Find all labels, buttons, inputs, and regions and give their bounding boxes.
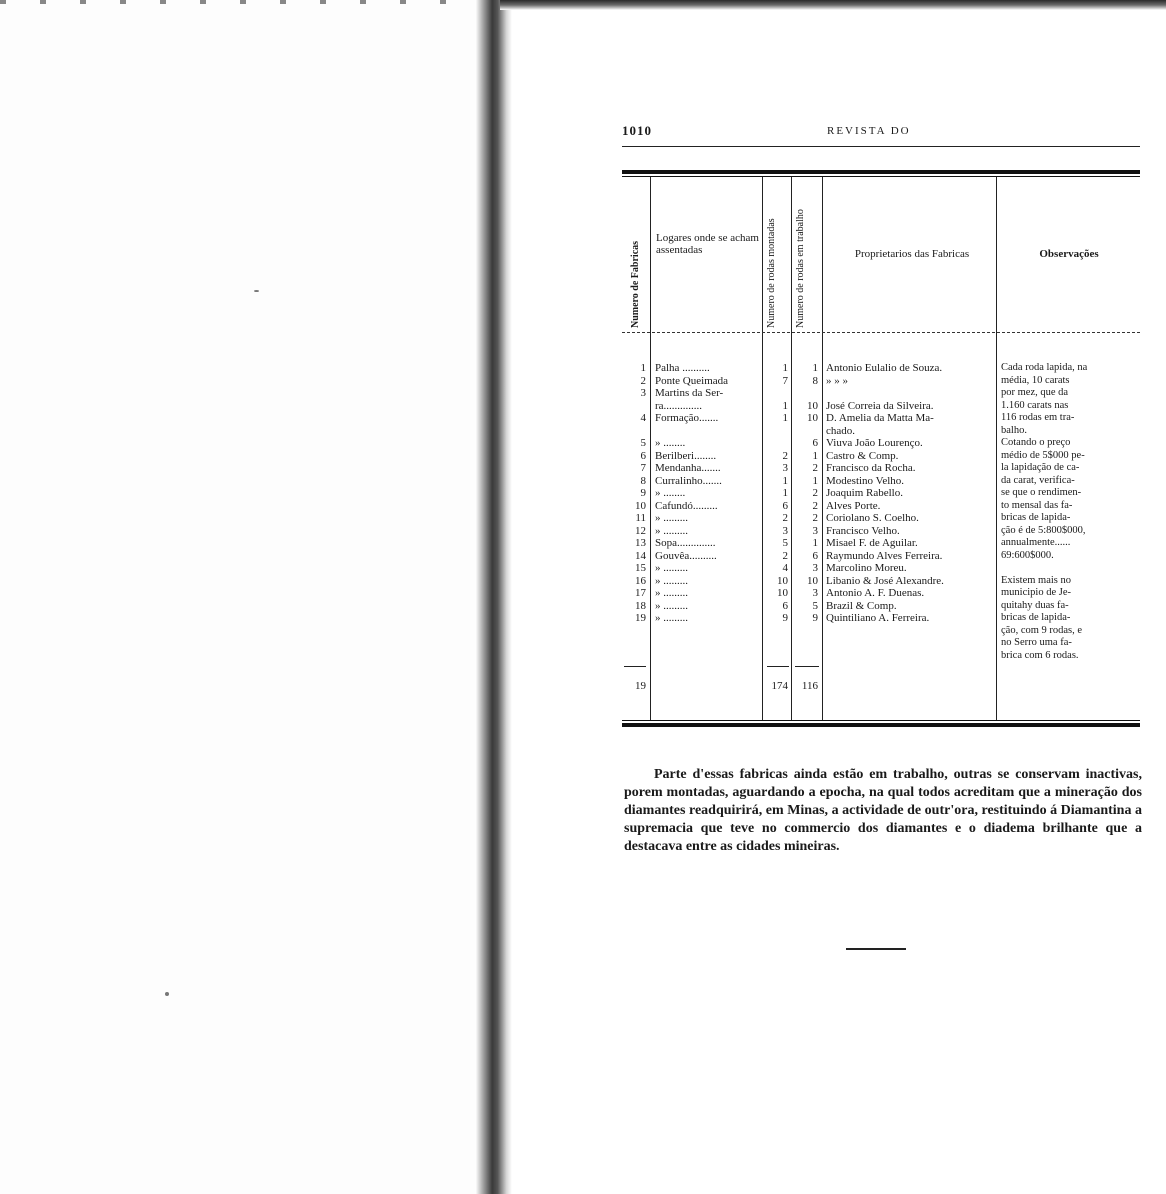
cell-rodas-trab: 6	[812, 437, 818, 449]
cell-place: Palha ..........	[655, 362, 710, 374]
cell-rodas: 1	[782, 474, 788, 487]
observation-line: ção, com 9 rodas, e	[1001, 624, 1083, 636]
cell-rodas-trab: 1	[812, 537, 818, 549]
cell-rodas-trab: 2	[812, 499, 818, 512]
cell-owner: José Correia da Silveira.	[826, 399, 934, 412]
observation-line: brica com 6 rodas.	[1001, 649, 1079, 661]
table-bottom-rule	[622, 723, 1140, 727]
cell-num: 9	[640, 487, 646, 499]
cell-place: Cafundó.........	[655, 499, 718, 512]
cell-place: Curralinho.......	[655, 474, 722, 487]
cell-owner: Joaquim Rabello.	[826, 487, 903, 499]
cell-place: Berilberi........	[655, 449, 717, 462]
total-rule	[795, 666, 819, 667]
cell-rodas: 1	[782, 362, 788, 374]
cell-owner: Antonio A. F. Duenas.	[826, 587, 925, 599]
col-header-obs: Observações	[1039, 248, 1099, 260]
cell-rodas-trab: 1	[812, 474, 818, 487]
end-rule	[846, 948, 906, 950]
cell-num: 4	[640, 412, 646, 424]
cell-num: 1	[640, 362, 646, 374]
observation-line: Cotando o preço	[1001, 437, 1071, 448]
observation-line: no Serro uma fa-	[1001, 637, 1072, 648]
cell-owner: Castro & Comp.	[826, 449, 899, 462]
cell-num: 2	[640, 374, 646, 387]
cell-owner: Marcolino Moreu.	[826, 562, 907, 574]
cell-place: » ........	[655, 487, 686, 499]
header-rule	[622, 146, 1140, 147]
table-top-rule-thin	[622, 176, 1140, 177]
cell-place: Formação.......	[655, 412, 719, 424]
cell-rodas-trab: 5	[812, 599, 818, 612]
cell-rodas: 9	[782, 612, 788, 624]
cell-rodas: 2	[782, 549, 788, 562]
cell-place: » ........	[655, 437, 686, 449]
cell-owner: D. Amelia da Matta Ma-	[826, 412, 934, 424]
cell-rodas-trab: 6	[812, 549, 818, 562]
cell-owner: Viuva João Lourenço.	[826, 437, 923, 449]
observation-line: Cada roda lapida, na	[1001, 362, 1088, 373]
cell-place: Sopa..............	[655, 537, 716, 549]
observation-line: se que o rendimen-	[1001, 487, 1082, 498]
cell-rodas: 6	[782, 599, 788, 612]
col-header-rodas: Numero de rodas montadas	[766, 218, 777, 328]
cell-num: 15	[635, 562, 646, 574]
cell-rodas-trab: 3	[812, 524, 818, 537]
cell-rodas: 1	[782, 412, 788, 424]
body-paragraph	[624, 766, 1142, 856]
cell-num: 7	[640, 462, 646, 474]
observation-line: Existem mais no	[1001, 574, 1071, 586]
cell-place: » .........	[655, 574, 688, 587]
cell-place: » .........	[655, 562, 688, 574]
cell-num: 19	[635, 612, 646, 624]
cell-place: Martins da Ser-	[655, 387, 724, 399]
total-rodas: 174	[771, 680, 788, 692]
total-rodas-trab: 116	[801, 680, 818, 692]
cell-rodas-trab: 10	[807, 574, 818, 587]
book-gutter	[476, 0, 512, 1194]
cell-owner: Libanio & José Alexandre.	[826, 574, 944, 587]
observation-line: to mensal das fa-	[1001, 499, 1073, 511]
total-rule	[624, 666, 646, 667]
cell-owner: Coriolano S. Coelho.	[826, 512, 919, 524]
observation-line: quitahy duas fa-	[1001, 599, 1069, 611]
observation-line: balho.	[1001, 424, 1027, 436]
table-top-rule	[622, 170, 1140, 174]
cell-owner: Brazil & Comp.	[826, 599, 897, 612]
cell-rodas-trab: 2	[812, 487, 818, 499]
cell-owner: Francisco Velho.	[826, 524, 900, 537]
observation-line: 69:600$000.	[1001, 549, 1054, 561]
cell-owner: » » »	[826, 374, 848, 387]
col-divider	[996, 177, 997, 720]
cell-num: 5	[640, 437, 646, 449]
cell-num: 13	[635, 537, 646, 549]
cell-rodas: 3	[782, 462, 788, 474]
cell-rodas: 4	[782, 562, 788, 574]
scan-speck	[254, 290, 259, 292]
cell-rodas-trab: 2	[812, 462, 818, 474]
left-blank-page	[0, 0, 478, 1194]
cell-owner: Antonio Eulalio de Souza.	[826, 362, 943, 374]
col-divider	[762, 177, 763, 720]
cell-num: 16	[635, 574, 646, 587]
cell-rodas: 1	[782, 487, 788, 499]
cell-num: 17	[635, 587, 646, 599]
cell-num: 11	[635, 512, 646, 524]
cell-rodas: 1	[782, 399, 788, 412]
cell-rodas-trab: 8	[812, 374, 818, 387]
cell-num: 12	[635, 524, 646, 537]
cell-place: » .........	[655, 512, 688, 524]
cell-rodas: 6	[782, 499, 788, 512]
running-head	[622, 123, 1142, 143]
cell-rodas-trab: 9	[812, 612, 818, 624]
cell-owner: Alves Porte.	[826, 499, 881, 512]
total-fabricas: 19	[635, 680, 646, 692]
cell-place: ra..............	[655, 399, 703, 412]
cell-place: Ponte Queimada	[655, 374, 729, 387]
cell-rodas-trab: 2	[812, 512, 818, 524]
paragraph-text: Parte d'essas fabricas ainda estão em trabalho, outras se conservam inactivas, porem montadas, aguardando a epocha, na qual todos acreditam que a mineração dos diamantes readquirirá, em Minas, a actividade de outr'ora, restituindo á Diamantina a supremacia que teve no commercio dos diamantes e o diadema brilhante que a destacava entre as cidades mineiras.	[624, 767, 1142, 854]
cell-rodas: 2	[782, 512, 788, 524]
observation-line: 116 rodas em tra-	[1001, 412, 1075, 423]
observation-line: municipio de Je-	[1001, 587, 1071, 598]
col-divider	[791, 177, 792, 720]
cell-place: » .........	[655, 612, 688, 624]
cell-num: 10	[635, 499, 646, 512]
cell-owner: Raymundo Alves Ferreira.	[826, 549, 943, 562]
observation-line: média, 10 carats	[1001, 374, 1070, 386]
col-divider	[822, 177, 823, 720]
scan-speck	[165, 992, 169, 996]
page-edge-top-left	[0, 0, 470, 4]
cell-place: » .........	[655, 524, 688, 537]
cell-rodas: 5	[782, 537, 788, 549]
cell-rodas: 7	[782, 374, 788, 387]
cell-rodas: 10	[777, 574, 788, 587]
cell-rodas-trab: 10	[807, 399, 818, 412]
table-bottom-rule-thin	[622, 720, 1140, 721]
cell-owner: chado.	[826, 424, 856, 437]
observation-line: médio de 5$000 pe-	[1001, 449, 1085, 461]
observation-line: 1.160 carats nas	[1001, 399, 1069, 411]
cell-rodas-trab: 3	[812, 562, 818, 574]
col-header-rodas-trab: Numero de rodas em trabalho	[795, 209, 806, 328]
observation-line: annualmente......	[1001, 537, 1071, 548]
cell-num: 14	[635, 549, 646, 562]
observation-line: la lapidação de ca-	[1001, 462, 1080, 473]
col-header-num: Numero de Fabricas	[630, 240, 641, 328]
observation-line: bricas de lapida-	[1001, 512, 1071, 523]
cell-rodas-trab: 3	[812, 587, 818, 599]
journal-title: REVISTA DO	[827, 125, 911, 137]
col-header-place: Logares onde se acham assentadas	[656, 232, 759, 256]
cell-rodas: 2	[782, 449, 788, 462]
cell-rodas-trab: 1	[812, 362, 818, 374]
cell-rodas-trab: 1	[812, 449, 818, 462]
cell-owner: Misael F. de Aguilar.	[826, 537, 918, 549]
header-separator	[622, 332, 1140, 333]
cell-owner: Modestino Velho.	[826, 474, 905, 487]
observation-line: por mez, que da	[1001, 387, 1069, 398]
cell-rodas-trab: 10	[807, 412, 818, 424]
page-edge-top	[500, 0, 1166, 10]
right-page	[512, 10, 1166, 1194]
cell-num: 6	[640, 449, 646, 462]
total-rule	[767, 666, 789, 667]
cell-place: Gouvêa..........	[655, 549, 717, 562]
cell-num: 18	[635, 599, 646, 612]
observation-line: ção é de 5:800$000,	[1001, 524, 1086, 536]
cell-place: » .........	[655, 587, 688, 599]
observation-line: bricas de lapida-	[1001, 612, 1071, 623]
cell-owner: Quintiliano A. Ferreira.	[826, 612, 930, 624]
cell-rodas: 3	[782, 524, 788, 537]
observation-line: da carat, verifica-	[1001, 474, 1075, 486]
cell-rodas: 10	[777, 587, 788, 599]
cell-num: 8	[640, 474, 646, 487]
cell-num: 3	[640, 387, 646, 399]
col-header-owner: Proprietarios das Fabricas	[854, 248, 970, 260]
col-divider	[650, 177, 651, 720]
cell-place: Mendanha.......	[655, 462, 721, 474]
cell-owner: Francisco da Rocha.	[826, 462, 916, 474]
page-number: 1010	[622, 123, 652, 138]
cell-place: » .........	[655, 599, 688, 612]
